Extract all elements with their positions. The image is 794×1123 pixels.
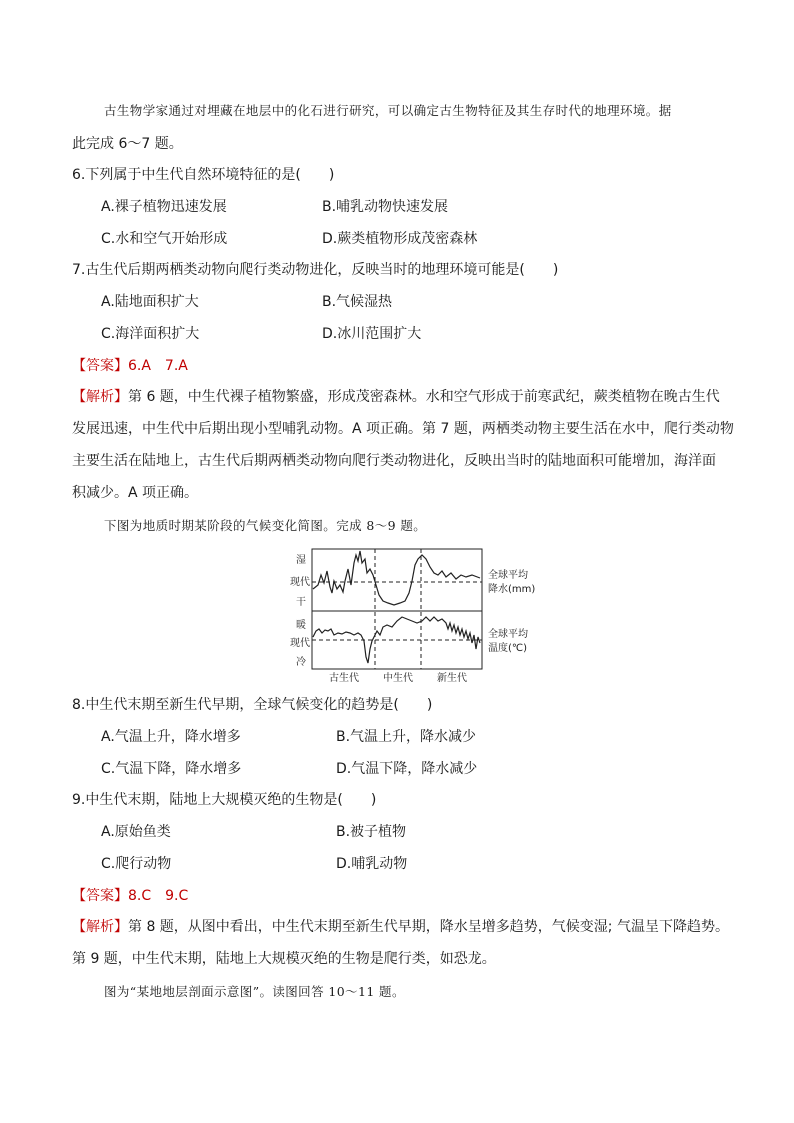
precip-present-label: 现代 — [290, 577, 310, 588]
precip-title-line-2: 降水(mm) — [488, 584, 536, 595]
analysis-2-line-1 — [72, 917, 729, 937]
q9-stem: 9.中生代末期，陆地上大规模灭绝的生物是( ) — [72, 792, 377, 808]
temp-title-line-2: 温度(℃) — [488, 643, 528, 654]
q8-option-b: B.气温上升，降水减少 — [336, 729, 477, 745]
temp-title-line-1: 全球平均 — [488, 629, 528, 640]
answer-label: 【答案】 — [72, 888, 128, 904]
q8-option-c: C.气温下降，降水增多 — [101, 761, 242, 777]
precip-panel — [312, 549, 482, 611]
q9-option-a: A.原始鱼类 — [101, 824, 171, 840]
q6-stem: 6.下列属于中生代自然环境特征的是( ) — [72, 167, 335, 183]
q6-option-a: A.裸子植物迅速发展 — [101, 199, 227, 215]
analysis-2-line-2: 第 9 题，中生代末期，陆地上大规模灭绝的生物是爬行类，如恐龙。 — [72, 951, 496, 967]
climate-chart-svg — [266, 545, 536, 685]
temp-present-label: 现代 — [290, 638, 310, 649]
intro-line-2: 此完成 6～7 题。 — [72, 136, 183, 152]
q8-option-d: D.气温下降，降水减少 — [336, 761, 478, 777]
answer-2 — [72, 886, 188, 906]
analysis-1-line-2: 发展迅速，中生代中后期出现小型哺乳动物。A 项正确。第 7 题，两栖类动物主要生活在水中，爬行类动物 — [72, 421, 734, 437]
analysis-1-line-1 — [72, 387, 720, 407]
precip-title-line-1: 全球平均 — [488, 570, 528, 581]
intro-3: 图为“某地地层剖面示意图”。读图回答 10～11 题。 — [104, 984, 405, 999]
answer-value: 6.A 7.A — [128, 358, 188, 374]
analysis-label: 【解析】 — [72, 389, 128, 405]
analysis-text: 第 6 题，中生代裸子植物繁盛，形成茂密森林。水和空气形成于前寒武纪，蕨类植物在晚古生代 — [128, 389, 720, 405]
q7-option-d: D.冰川范围扩大 — [322, 326, 422, 342]
precip-wet-label: 湿 — [296, 555, 306, 566]
precip-dry-label: 干 — [296, 597, 306, 608]
precip-curve — [313, 551, 480, 605]
q9-option-d: D.哺乳动物 — [336, 856, 408, 872]
q8-stem: 8.中生代末期至新生代早期，全球气候变化的趋势是( ) — [72, 697, 433, 713]
era-label-cenozoic: 新生代 — [437, 673, 467, 684]
era-label-mesozoic: 中生代 — [383, 673, 413, 684]
intro-line-1: 古生物学家通过对埋藏在地层中的化石进行研究，可以确定古生物特征及其生存时代的地理环境。据 — [104, 103, 672, 118]
q9-option-b: B.被子植物 — [336, 824, 407, 840]
climate-change-figure — [266, 545, 536, 685]
answer-1 — [72, 356, 188, 376]
intro-2: 下图为地质时期某阶段的气候变化简图。完成 8～9 题。 — [104, 518, 427, 533]
analysis-text: 第 8 题，从图中看出，中生代末期至新生代早期，降水呈增多趋势，气候变湿; 气温呈下降趋势。 — [128, 919, 729, 935]
temp-warm-label: 暖 — [296, 620, 306, 631]
q8-option-a: A.气温上升，降水增多 — [101, 729, 241, 745]
analysis-label: 【解析】 — [72, 919, 128, 935]
q6-option-c: C.水和空气开始形成 — [101, 231, 228, 247]
q6-option-d: D.蕨类植物形成茂密森林 — [322, 231, 478, 247]
q9-option-c: C.爬行动物 — [101, 856, 172, 872]
era-label-paleozoic: 古生代 — [329, 673, 359, 684]
answer-label: 【答案】 — [72, 358, 128, 374]
answer-value: 8.C 9.C — [128, 888, 189, 904]
q6-option-b: B.哺乳动物快速发展 — [322, 199, 449, 215]
temp-cold-label: 冷 — [296, 657, 306, 668]
q7-option-a: A.陆地面积扩大 — [101, 294, 199, 310]
analysis-1-line-4: 积减少。A 项正确。 — [72, 485, 199, 501]
q7-stem: 7.古生代后期两栖类动物向爬行类动物进化，反映当时的地理环境可能是( ) — [72, 262, 559, 278]
q7-option-c: C.海洋面积扩大 — [101, 326, 200, 342]
analysis-1-line-3: 主要生活在陆地上，古生代后期两栖类动物向爬行类动物进化，反映出当时的陆地面积可能增加，海洋面 — [72, 453, 716, 469]
q7-option-b: B.气候湿热 — [322, 294, 393, 310]
